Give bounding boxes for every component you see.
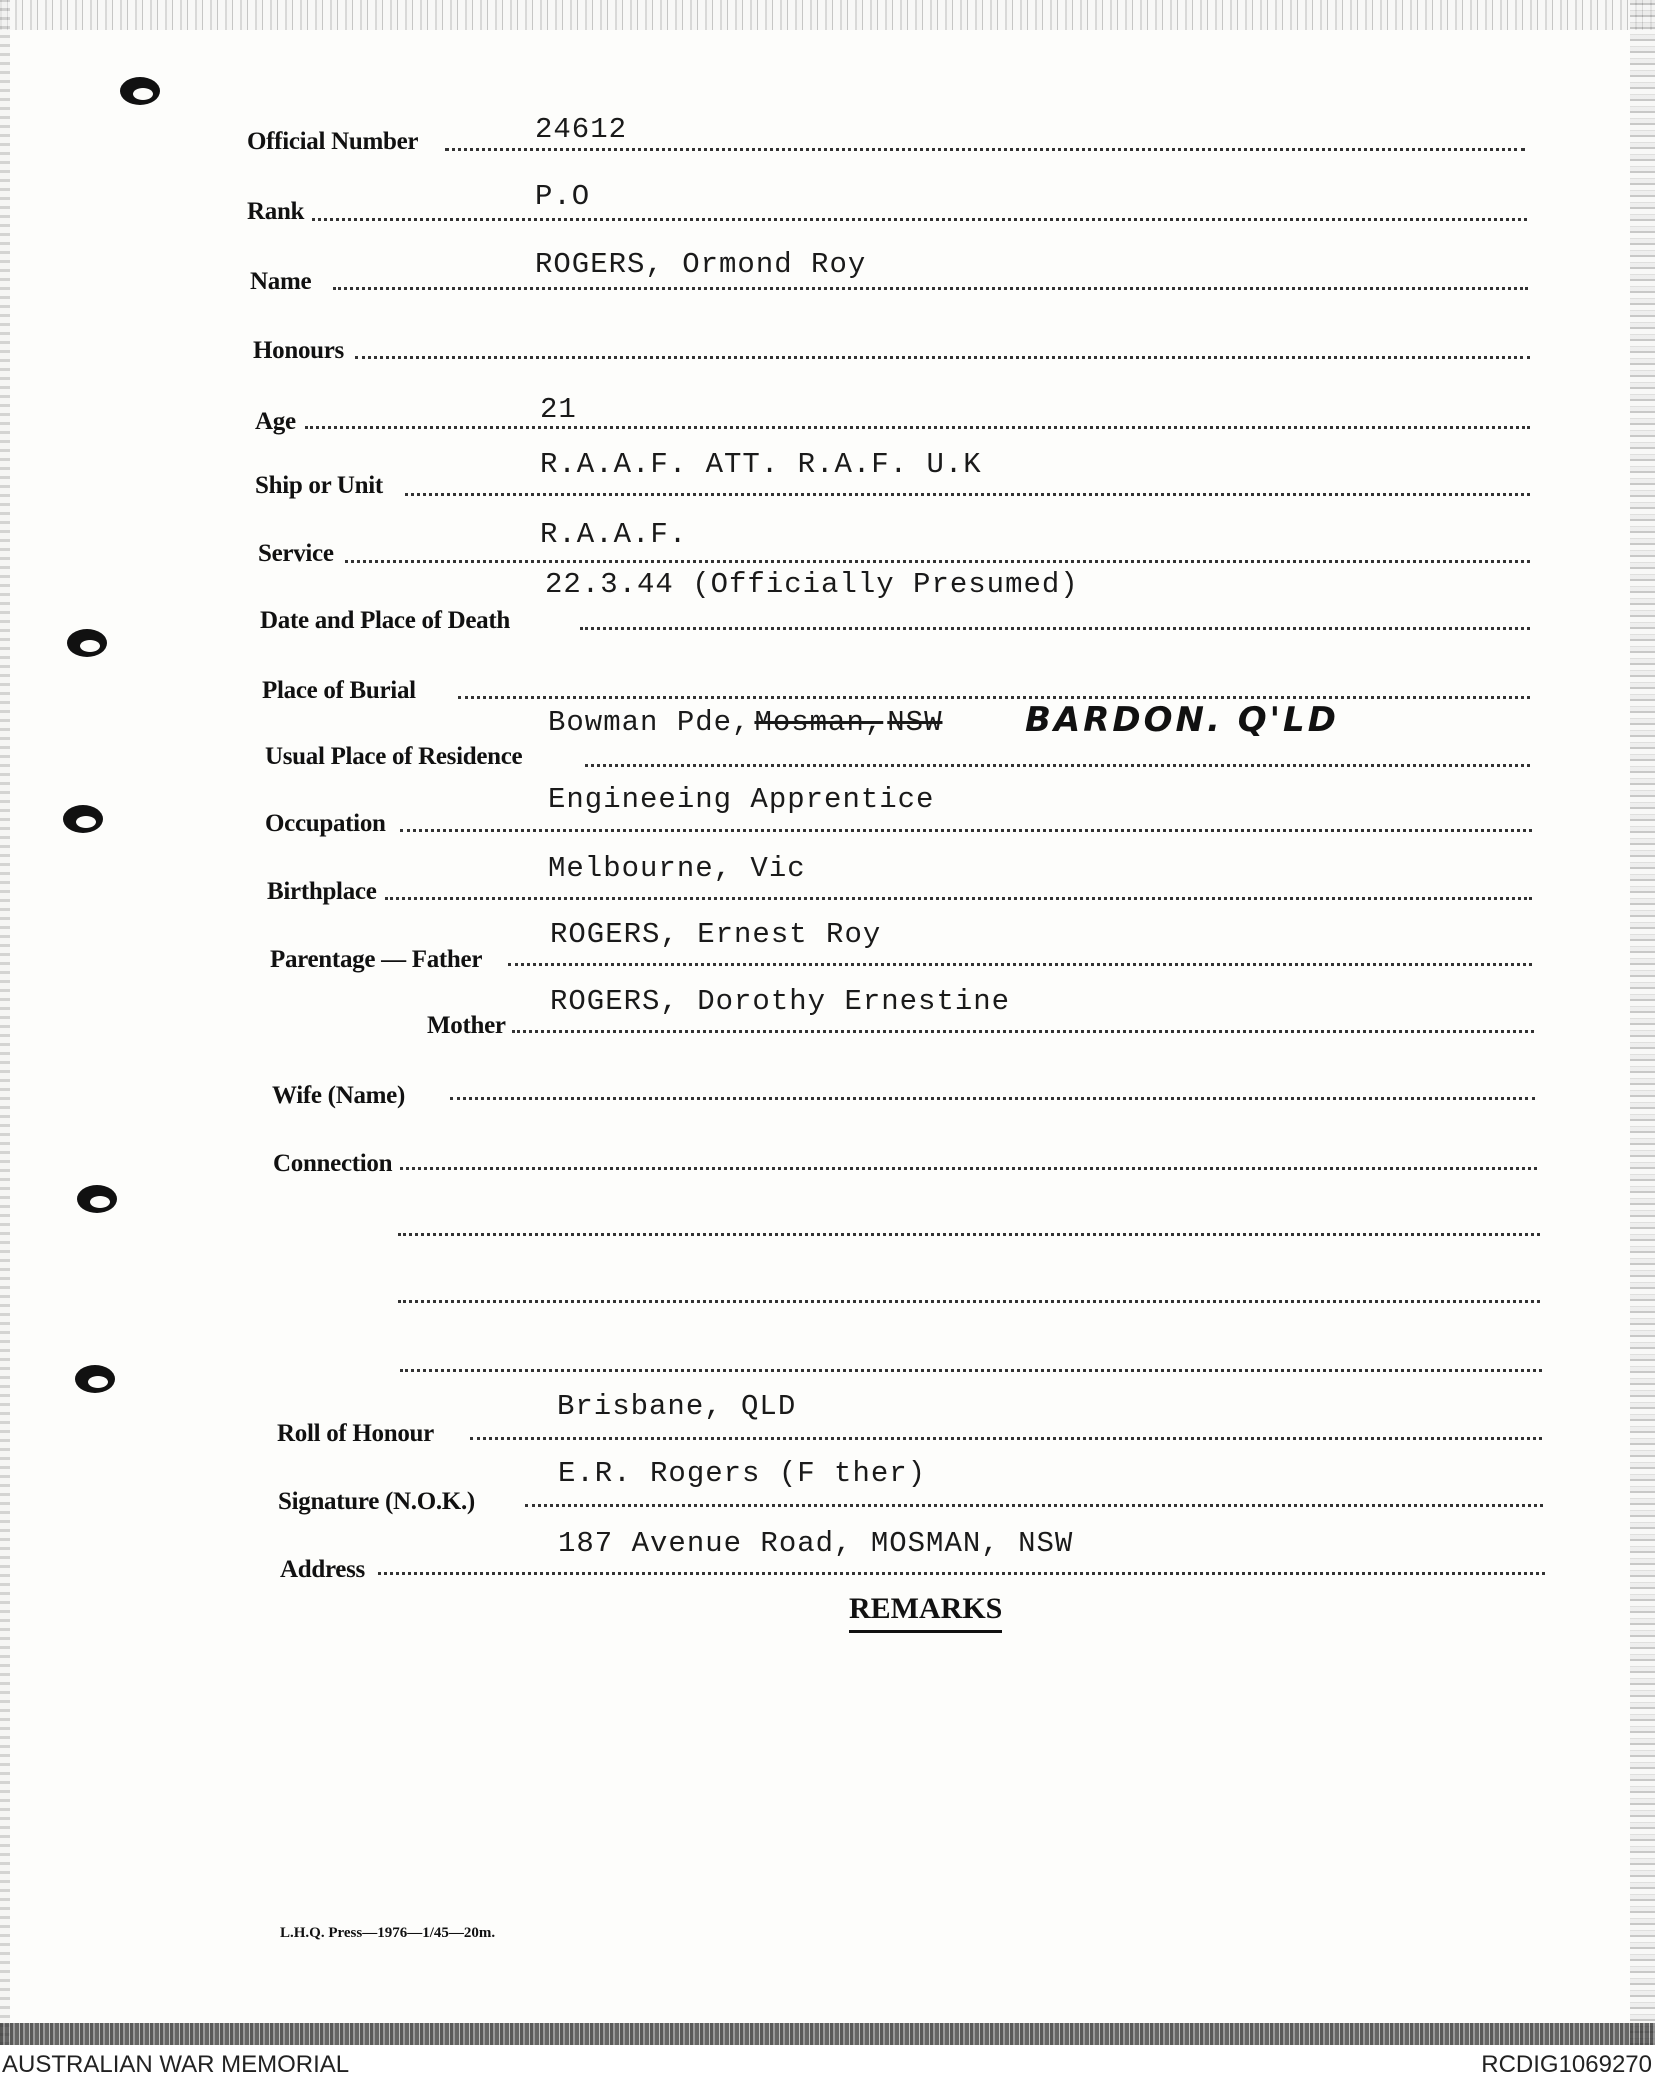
roll-of-honour-value: Brisbane, QLD [557,1390,797,1423]
usual-residence-label: Usual Place of Residence [265,743,523,770]
date-place-death-label: Date and Place of Death [260,607,510,634]
place-of-burial-line [458,696,1530,699]
mother-value: ROGERS, Dorothy Ernestine [550,985,1011,1018]
father-line [508,963,1532,966]
printer-note: L.H.Q. Press—1976—1/45—20m. [280,1925,496,1941]
occupation-line [400,829,1532,832]
rank-value: P.O [535,180,591,213]
address-label: Address [280,1556,365,1583]
age-value: 21 [540,393,577,426]
signature-label: Signature (N.O.K.) [278,1488,475,1515]
punch-hole-icon [58,800,108,838]
place-of-burial-label: Place of Burial [262,677,416,704]
usual-residence-typed: Bowman Pde, [548,706,751,739]
connection-line-2 [398,1233,1540,1236]
connection-line-1 [400,1167,1537,1170]
roll-of-honour-line [470,1437,1542,1440]
address-line [378,1572,1545,1575]
usual-residence-line [585,764,1530,767]
usual-residence-value [548,706,942,739]
rank-label: Rank [247,198,305,225]
mother-line [512,1030,1534,1033]
service-label: Service [258,540,334,567]
name-value: ROGERS, Ormond Roy [535,248,867,281]
birthplace-label: Birthplace [267,878,377,905]
date-place-death-value: 22.3.44 (Officially Presumed) [545,568,1079,601]
connection-line-3 [398,1300,1540,1303]
ship-or-unit-line [405,493,1530,496]
mother-label: Mother [427,1012,506,1039]
usual-residence-struck-state: NSW [887,706,943,739]
address-value: 187 Avenue Road, MOSMAN, NSW [558,1527,1074,1560]
scan-edge-left [0,0,10,2045]
punch-hole-icon [72,1180,122,1218]
honours-line [355,356,1530,359]
usual-residence-struck-suburb: Mosman, [754,706,884,739]
father-value: ROGERS, Ernest Roy [550,918,882,951]
punch-hole-icon [115,72,165,110]
name-line [333,287,1528,290]
archive-footer [0,2045,1655,2082]
service-value: R.A.A.F. [540,518,688,551]
official-number-line [445,148,1525,151]
scan-edge-top [0,0,1655,30]
wife-label: Wife (Name) [272,1082,405,1109]
official-number-value: 24612 [535,113,628,146]
connection-label: Connection [273,1150,393,1177]
age-line [305,426,1530,429]
signature-value: E.R. Rogers (F ther) [558,1457,927,1490]
wife-line [450,1097,1535,1100]
remarks-heading: REMARKS [849,1592,1002,1633]
footer-institution: AUSTRALIAN WAR MEMORIAL [2,2051,350,2078]
ship-or-unit-value: R.A.A.F. ATT. R.A.F. U.K [540,448,982,481]
punch-hole-icon [70,1360,120,1398]
ship-or-unit-label: Ship or Unit [255,472,383,499]
occupation-value: Engineeing Apprentice [548,783,935,816]
footer-record-id: RCDIG1069270 [1481,2051,1652,2078]
connection-line-4 [400,1369,1542,1372]
occupation-label: Occupation [265,810,386,837]
roll-of-honour-label: Roll of Honour [277,1420,434,1447]
rank-line [312,218,1527,221]
birthplace-value: Melbourne, Vic [548,852,806,885]
official-number-label: Official Number [247,128,419,155]
father-label: Parentage — Father [270,946,483,973]
signature-line [525,1504,1543,1507]
punch-hole-icon [62,624,112,662]
name-label: Name [250,268,312,295]
scan-edge-right [1630,0,1655,2045]
scan-edge-bottom [0,2023,1655,2045]
service-line [345,560,1530,563]
age-label: Age [255,408,296,435]
birthplace-line [385,897,1532,900]
honours-label: Honours [253,337,344,364]
usual-residence-handwritten-correction: BARDON. Q'LD [1025,700,1339,740]
date-place-death-line [580,627,1530,630]
